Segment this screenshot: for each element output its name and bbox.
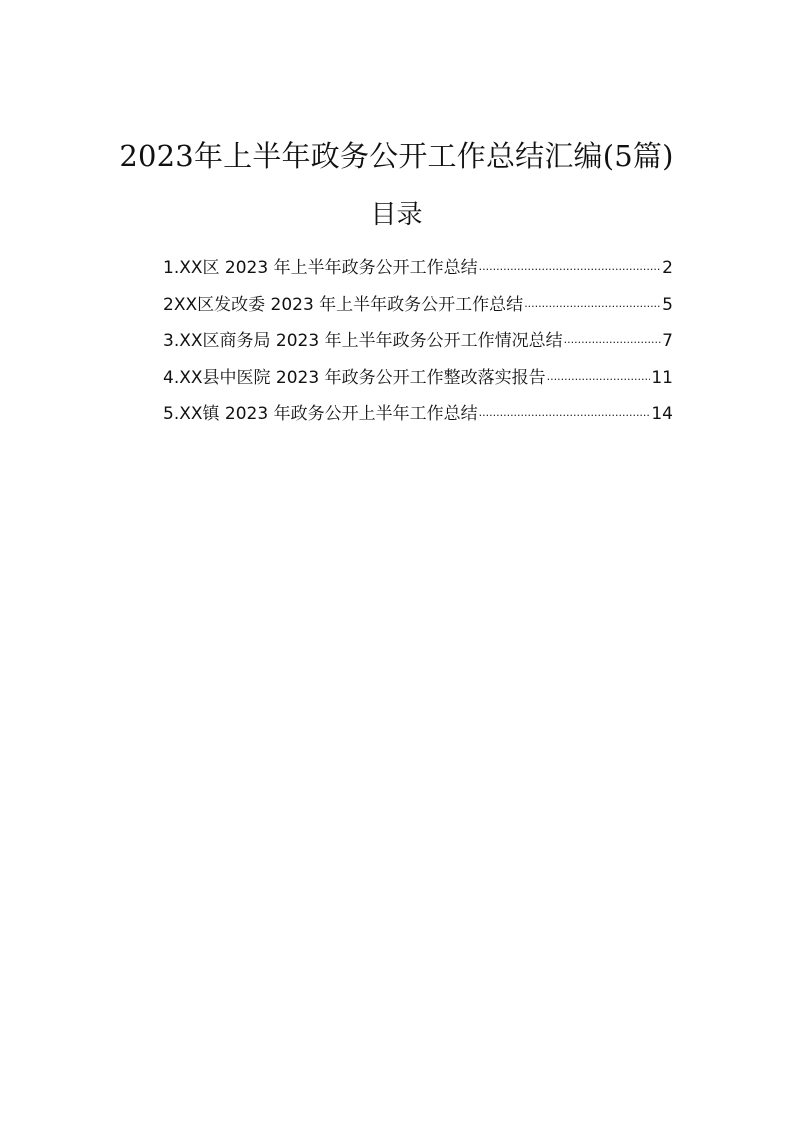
toc-entry[interactable] <box>163 287 673 324</box>
toc-entry[interactable] <box>163 360 673 397</box>
toc-dot-leader <box>564 325 662 362</box>
toc-entry-page: 5 <box>662 294 673 315</box>
toc-entry-title: 2XX区发改委 2023 年上半年政务公开工作总结 <box>163 294 524 315</box>
toc-entry-title: 5.XX镇 2023 年政务公开上半年工作总结 <box>163 404 478 424</box>
toc-entry-page: 7 <box>662 331 673 351</box>
toc-entry-page: 11 <box>651 367 673 388</box>
toc-entry-title: 1.XX区 2023 年上半年政务公开工作总结 <box>163 258 478 278</box>
toc-entry[interactable] <box>163 323 673 360</box>
toc-dot-leader <box>524 289 661 326</box>
document-title: 2023年上半年政务公开工作总结汇编(5篇) <box>119 139 674 173</box>
toc-entry-page: 14 <box>651 404 673 424</box>
toc-entry[interactable] <box>163 250 673 287</box>
toc-dot-leader <box>547 362 651 399</box>
toc-dot-leader <box>479 398 651 435</box>
toc-heading: 目录 <box>370 200 423 230</box>
table-of-contents <box>163 250 673 433</box>
toc-entry[interactable] <box>163 396 673 433</box>
toc-entry-title: 4.XX县中医院 2023 年政务公开工作整改落实报告 <box>163 367 546 388</box>
toc-entry-title: 3.XX区商务局 2023 年上半年政务公开工作情况总结 <box>163 331 563 351</box>
toc-entry-page: 2 <box>662 258 673 278</box>
toc-dot-leader <box>479 252 662 289</box>
